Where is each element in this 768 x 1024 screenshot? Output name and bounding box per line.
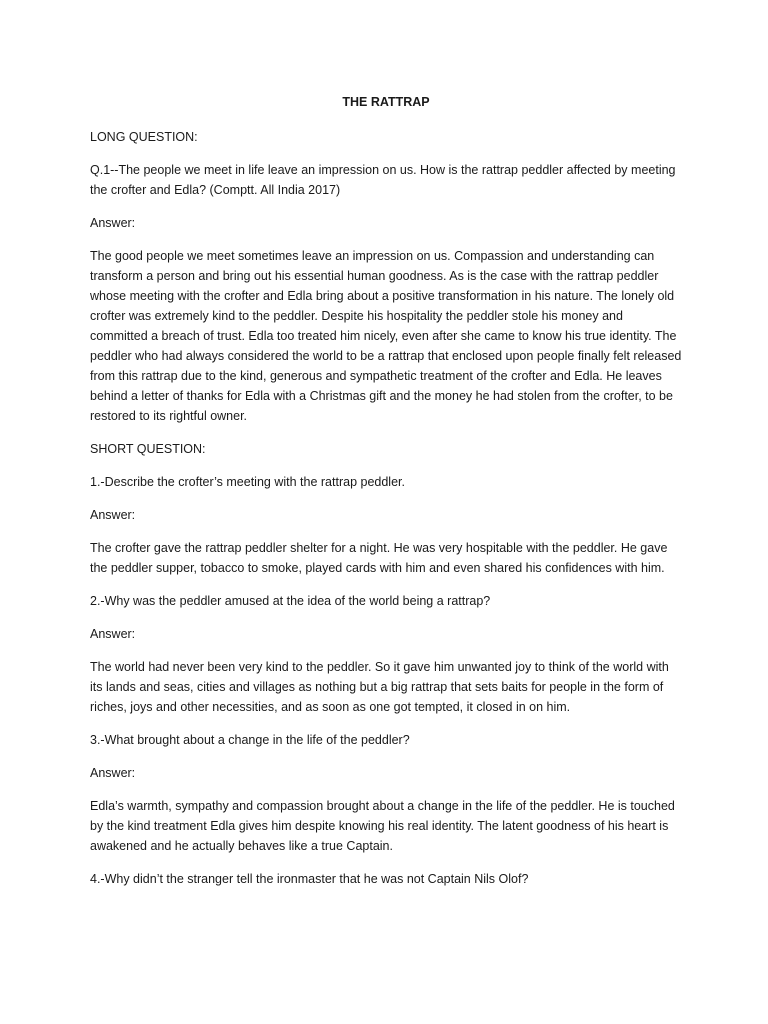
question-1: Q.1--The people we meet in life leave an impression on us. How is the rattrap peddler affected by meeting the crofter and Edla? (Comptt. All India 2017) bbox=[90, 163, 676, 197]
section-heading-short-question: SHORT QUESTION: bbox=[90, 442, 206, 456]
document-title: THE RATTRAP bbox=[342, 95, 430, 109]
document-page bbox=[90, 0, 682, 1024]
short-question-1: 1.-Describe the crofter’s meeting with the rattrap peddler. bbox=[90, 475, 405, 489]
answer-label: Answer: bbox=[90, 627, 136, 641]
short-answer-3-text: Edla’s warmth, sympathy and compassion brought about a change in the life of the peddler. He is touched by the kind treatment Edla gives him despite knowing his real identity. The latent goodness of his heart is awakened and he actually behaves like a true Captain. bbox=[90, 799, 675, 853]
answer-label: Answer: bbox=[90, 766, 136, 780]
answer-label: Answer: bbox=[90, 508, 136, 522]
short-answer-1-text: The crofter gave the rattrap peddler shelter for a night. He was very hospitable with the peddler. He gave the peddler supper, tobacco to smoke, played cards with him and even shared his confidences with him. bbox=[90, 541, 668, 575]
short-question-4: 4.-Why didn’t the stranger tell the ironmaster that he was not Captain Nils Olof? bbox=[90, 872, 529, 886]
section-heading-long-question: LONG QUESTION: bbox=[90, 130, 198, 144]
document-body bbox=[90, 127, 682, 902]
answer-label: Answer: bbox=[90, 216, 136, 230]
short-question-3: 3.-What brought about a change in the life of the peddler? bbox=[90, 733, 410, 747]
short-question-2: 2.-Why was the peddler amused at the idea of the world being a rattrap? bbox=[90, 594, 491, 608]
short-answer-2-text: The world had never been very kind to the peddler. So it gave him unwanted joy to think of the world with its lands and seas, cities and villages as nothing but a big rattrap that sets baits for people in the form of riches, joys and other necessities, and as soon as one got tempted, it closed in on him. bbox=[90, 660, 669, 714]
answer-1-text: The good people we meet sometimes leave an impression on us. Compassion and understanding can transform a person and bring out his essential human goodness. As is the case with the rattrap peddler whose meeting with the crofter and Edla bring about a positive transformation in his nature. The lonely old crofter was extremely kind to the peddler. Despite his hospitality the peddler stole his money and committed a breach of trust. Edla too treated him nicely, even after she came to know his true identity. The peddler who had always considered the world to be a rattrap that enclosed upon people finally felt released from this rattrap due to the kind, generous and sympathetic treatment of the crofter and Edla. He leaves behind a letter of thanks for Edla with a Christmas gift and the money he had stolen from the crofter, to be restored to its rightful owner. bbox=[90, 249, 682, 423]
